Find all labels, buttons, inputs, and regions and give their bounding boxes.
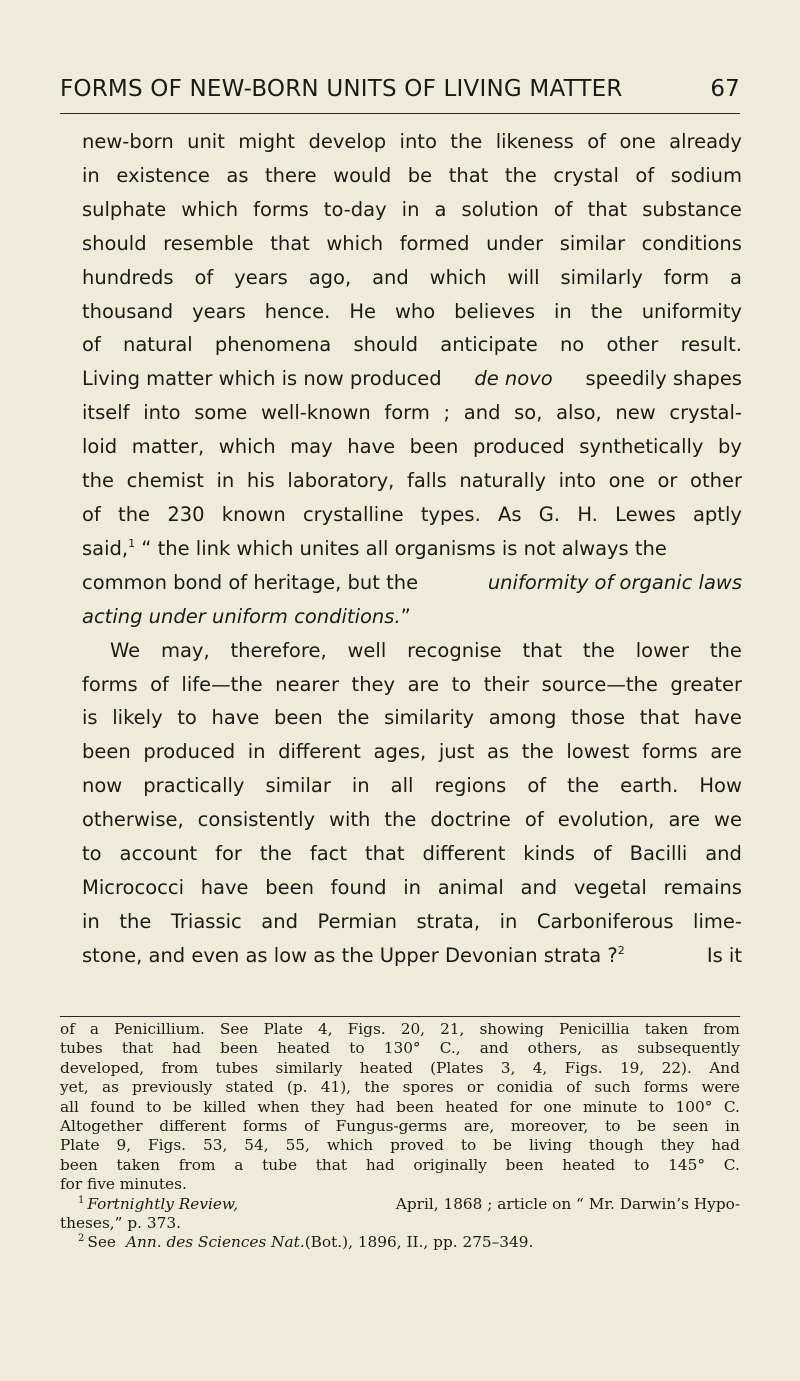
text-line: in the Triassic and Permian strata, in Carboniferous lime- [82, 909, 742, 933]
note-line: theses,” p. 373. [60, 1214, 181, 1233]
text-line: the chemist in his laboratory, falls naturally into one or other [82, 469, 742, 493]
text-line: now practically similar in all regions of the earth. How [82, 774, 742, 798]
footnote-ref-1: 1 [128, 536, 136, 550]
text-line: Micrococci have been found in animal and vegetal remains [82, 875, 742, 899]
text-line: sulphate which forms to-day in a solution of that substance [82, 197, 742, 221]
note-line: been taken from a tube that had originally been heated to 145° C. [60, 1155, 740, 1174]
note-line: Plate 9, Figs. 53, 54, 55, which proved to be living though they had [60, 1136, 740, 1155]
text-line: of natural phenomena should anticipate no other result. [82, 333, 742, 357]
text-line: stone, and even as low as the Upper Devonian strata ?$^2$ Is it [82, 943, 742, 967]
page-number: 67 [710, 76, 740, 102]
text-line: said,$^1$ “ the link which unites all organisms is not always the [82, 536, 667, 560]
note-line: tubes that had been heated to 130° C., and others, as subsequently [60, 1039, 740, 1058]
note-line: Altogether different forms of Fungus-germs are, moreover, to be seen in [60, 1117, 740, 1136]
text-line: We may, therefore, well recognise that the lower the [110, 638, 742, 662]
text-line: itself into some well-known form ; and so, also, new crystal- [82, 401, 742, 425]
header-rule [60, 113, 740, 114]
text-line: to account for the fact that different kinds of Bacilli and [82, 842, 742, 866]
text-line: in existence as there would be that the crystal of sodium [82, 163, 742, 187]
text-line: thousand years hence. He who believes in the uniformity [82, 299, 742, 323]
main-text [82, 125, 742, 973]
note-line: for five minutes. [60, 1175, 187, 1194]
note-line: of a Penicillium. See Plate 4, Figs. 20, 21, showing Penicillia taken from [60, 1020, 740, 1038]
note-line: developed, from tubes similarly heated (Plates 3, 4, Figs. 19, 22). And [60, 1058, 740, 1077]
text-line: should resemble that which formed under similar conditions [82, 231, 742, 255]
text-line: acting under uniform conditions.” [82, 604, 411, 628]
footnotes [60, 1020, 740, 1253]
text-line: hundreds of years ago, and which will similarly form a [82, 265, 742, 289]
running-title: FORMS OF NEW-BORN UNITS OF LIVING MATTER [60, 76, 623, 102]
text-line: loid matter, which may have been produced synthetically by [82, 435, 742, 459]
footnote-ref-2: 2 [617, 943, 625, 957]
text-line: new-born unit might develop into the likeness of one already [82, 130, 742, 153]
note-line: all found to be killed when they had been heated for one minute to 100° C. [60, 1097, 740, 1116]
text-line: otherwise, consistently with the doctrine of evolution, are we [82, 808, 742, 832]
text-line: been produced in different ages, just as the lowest forms are [82, 740, 742, 764]
running-header [60, 76, 740, 102]
footnote-1: $^1$ Fortnightly Review, April, 1868 ; article on “ Mr. Darwin’s Hypo- [78, 1194, 740, 1213]
note-line: yet, as previously stated (p. 41), the spores or conidia of such forms were [60, 1078, 740, 1097]
text-line: forms of life—the nearer they are to their source—the greater [82, 672, 742, 696]
text-line: of the 230 known crystalline types. As G. H. Lewes aptly [82, 502, 742, 526]
footnote-2: $^2$ See Ann. des Sciences Nat. (Bot.), 1896, II., pp. 275–349. [78, 1233, 534, 1252]
text-line: Living matter which is now produced de novo speedily shapes [82, 367, 742, 391]
text-line: is likely to have been the similarity among those that have [82, 706, 742, 730]
text-line: common bond of heritage, but the uniformity of organic laws [82, 570, 742, 594]
footnote-rule [60, 1016, 740, 1017]
